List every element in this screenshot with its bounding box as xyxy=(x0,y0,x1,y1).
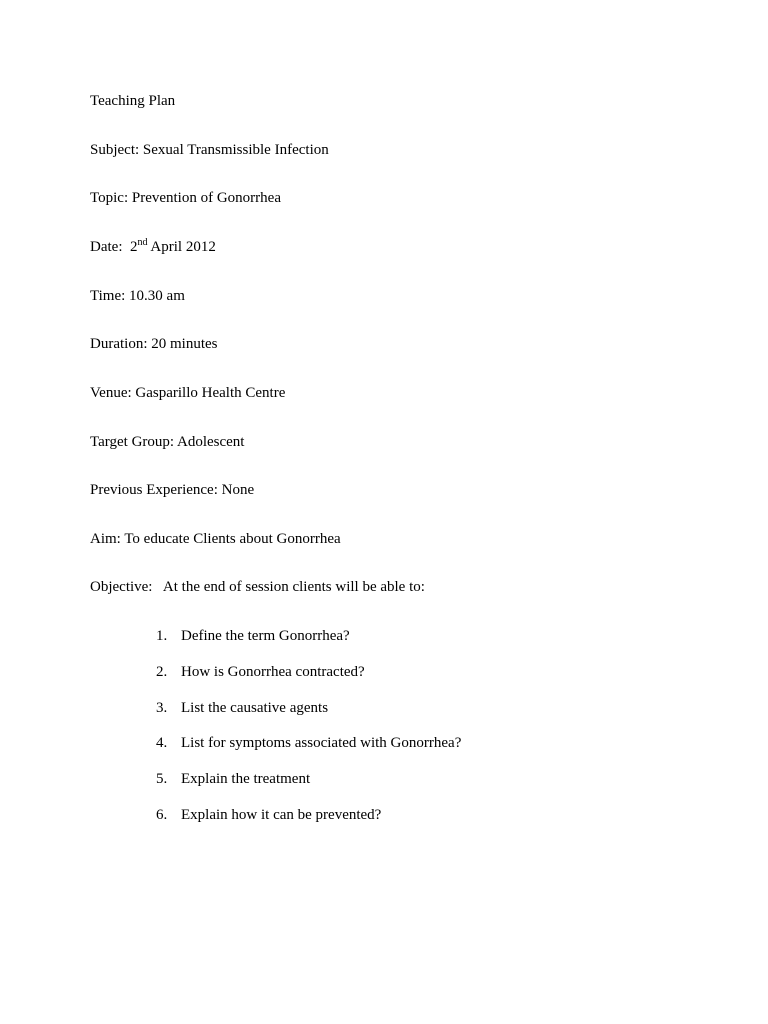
objective-text: Define the term Gonorrhea? xyxy=(181,628,350,644)
objective-intro-line: Objective: At the end of session clients will be able to: xyxy=(90,579,425,595)
objective-item xyxy=(156,806,381,824)
objective-item xyxy=(156,663,365,681)
document-title: Teaching Plan xyxy=(90,93,176,109)
objective-number: 1. xyxy=(156,628,168,644)
objective-item xyxy=(156,627,350,645)
time-line: Time: 10.30 am xyxy=(90,288,185,304)
objective-number: 2. xyxy=(156,664,168,680)
date-ordinal-suffix: nd xyxy=(137,237,148,248)
objective-item xyxy=(156,770,310,788)
objective-text: List the causative agents xyxy=(181,700,329,716)
subject-line: Subject: Sexual Transmissible Infection xyxy=(90,142,329,158)
date-prefix: Date: 2 xyxy=(90,239,138,255)
aim-line: Aim: To educate Clients about Gonorrhea xyxy=(90,531,341,547)
date-line xyxy=(90,238,216,256)
objective-text: Explain the treatment xyxy=(181,771,311,787)
objective-text: List for symptoms associated with Gonorrhea? xyxy=(181,735,462,751)
objective-number: 4. xyxy=(156,735,168,751)
venue-line: Venue: Gasparillo Health Centre xyxy=(90,385,286,401)
objective-number: 6. xyxy=(156,807,168,823)
objective-item xyxy=(156,734,461,752)
topic-line: Topic: Prevention of Gonorrhea xyxy=(90,190,281,206)
previous-experience-line: Previous Experience: None xyxy=(90,482,255,498)
objective-text: Explain how it can be prevented? xyxy=(181,807,382,823)
objective-number: 5. xyxy=(156,771,168,787)
objective-number: 3. xyxy=(156,700,168,716)
objective-text: How is Gonorrhea contracted? xyxy=(181,664,365,680)
target-group-line: Target Group: Adolescent xyxy=(90,434,245,450)
date-rest: April 2012 xyxy=(147,239,216,255)
duration-line: Duration: 20 minutes xyxy=(90,336,218,352)
objective-item xyxy=(156,699,328,717)
